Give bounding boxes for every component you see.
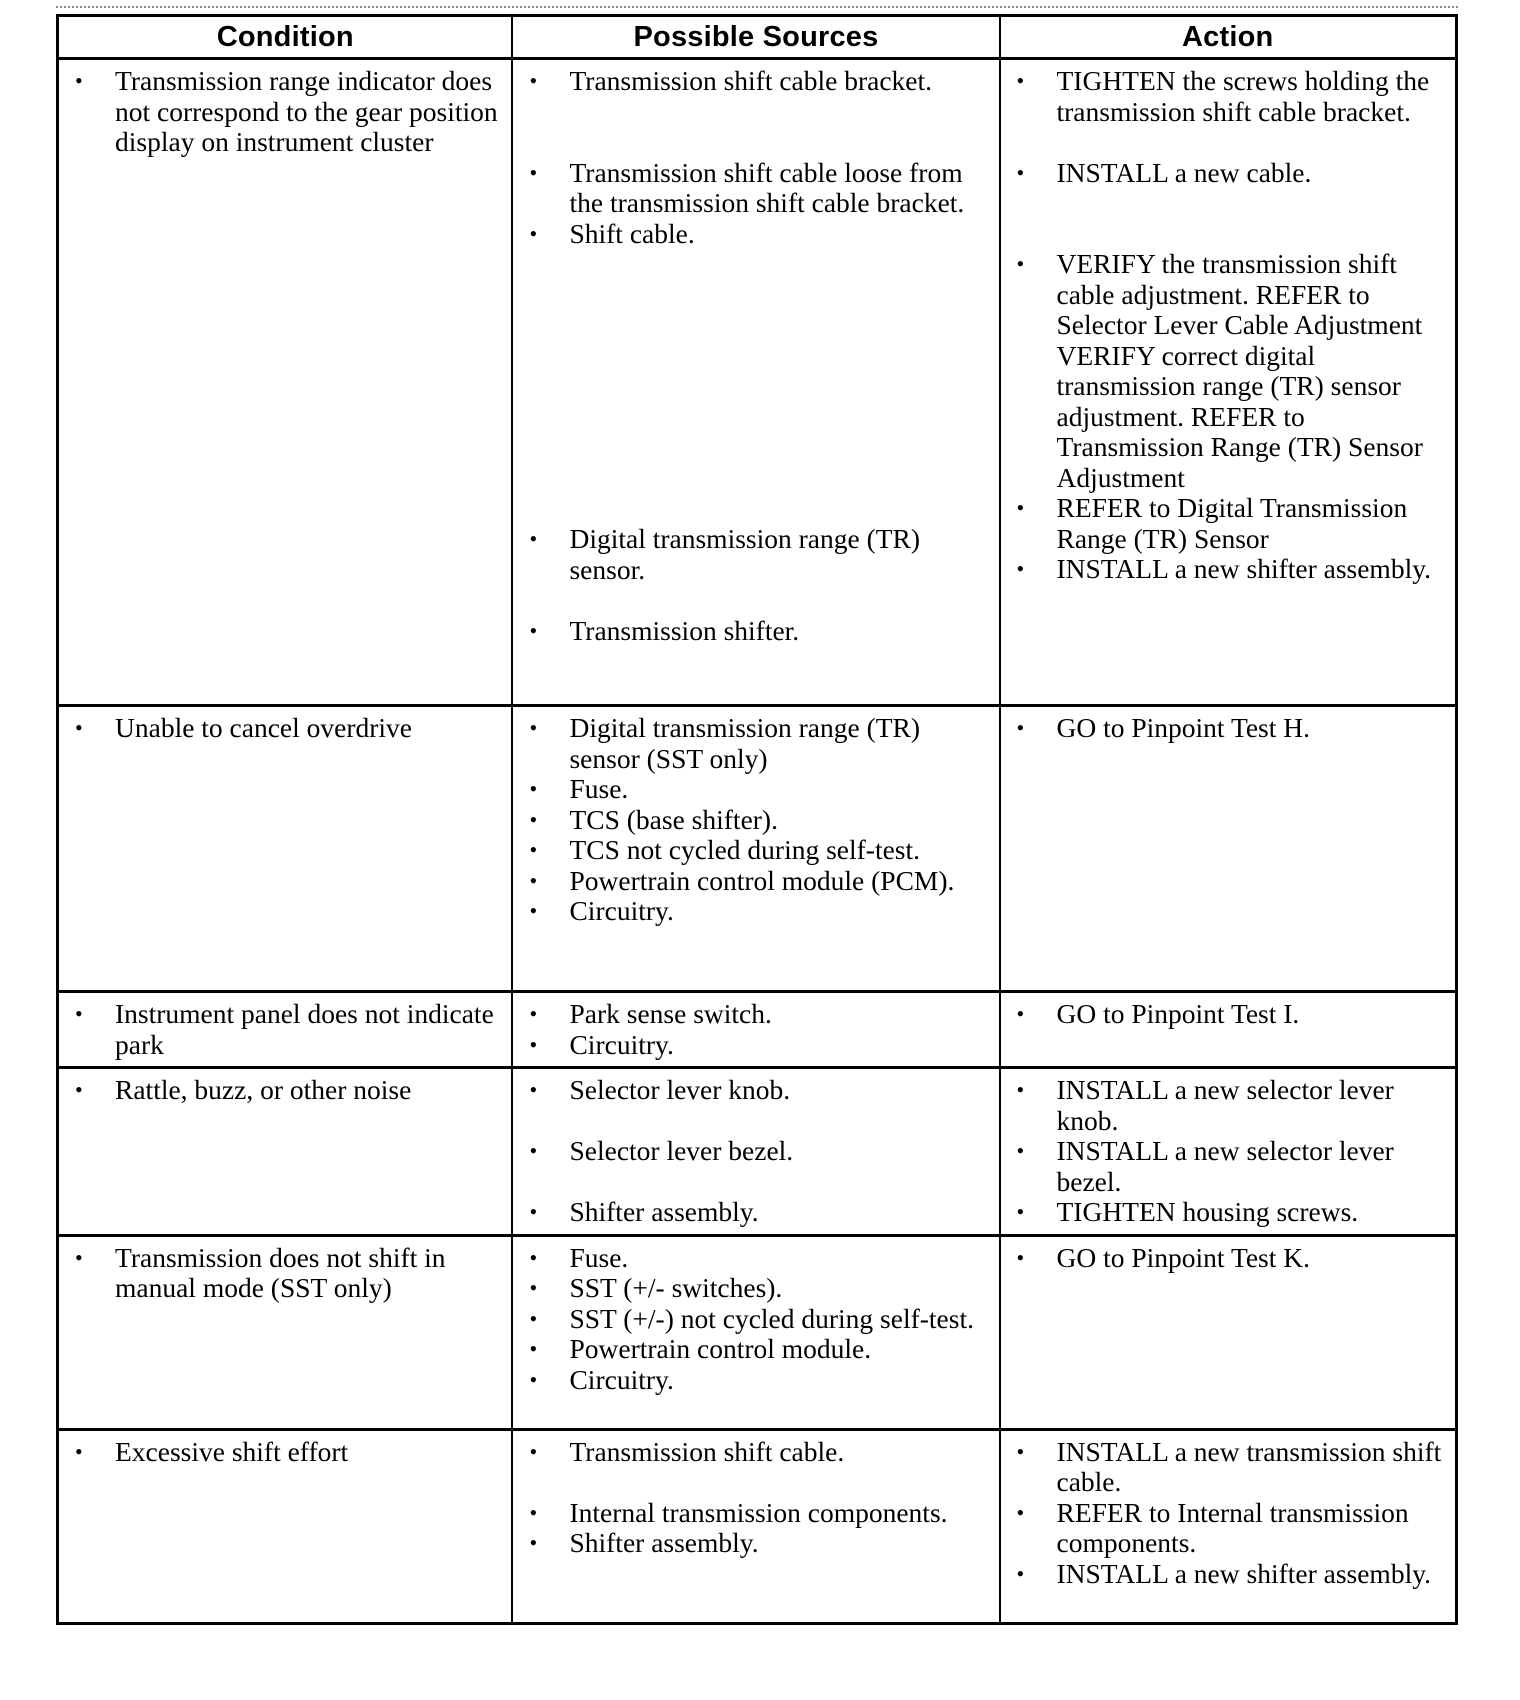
source-item: • Circuitry. xyxy=(521,896,990,927)
sources-cell xyxy=(512,1068,999,1236)
source-item: • Shifter assembly. xyxy=(521,1197,990,1228)
action-item: • GO to Pinpoint Test K. xyxy=(1009,1243,1448,1274)
action-item: • INSTALL a new cable. xyxy=(1009,158,1448,189)
sources-cell xyxy=(512,1429,999,1623)
action-cell xyxy=(1000,1429,1457,1623)
sources-cell xyxy=(512,992,999,1068)
condition-item: • Unable to cancel overdrive xyxy=(67,713,503,744)
header-action: Action xyxy=(1000,16,1457,59)
table-row xyxy=(58,1429,1457,1623)
condition-item: • Instrument panel does not indicate park xyxy=(67,999,503,1060)
action-cell xyxy=(1000,59,1457,706)
source-item: • Selector lever knob. xyxy=(521,1075,990,1106)
action-item: • INSTALL a new transmission shift cable. xyxy=(1009,1437,1448,1498)
action-item: • VERIFY the transmission shift cable adjustment. REFER to Selector Lever Cable Adjustment VERIFY correct digital transmission range (TR) sensor adjustment. REFER to Transmission Range (TR) Sensor Adjustment xyxy=(1009,249,1448,493)
table-row xyxy=(58,992,1457,1068)
action-item: • TIGHTEN the screws holding the transmission shift cable bracket. xyxy=(1009,66,1448,127)
diagnosis-table xyxy=(56,14,1458,1625)
condition-item: • Rattle, buzz, or other noise xyxy=(67,1075,503,1106)
source-item: • Fuse. xyxy=(521,774,990,805)
source-item: • Powertrain control module. xyxy=(521,1334,990,1365)
condition-cell xyxy=(58,706,513,992)
header-row xyxy=(58,16,1457,59)
action-item: • INSTALL a new selector lever knob. xyxy=(1009,1075,1448,1136)
condition-item: • Excessive shift effort xyxy=(67,1437,503,1468)
header-condition: Condition xyxy=(58,16,513,59)
sources-cell xyxy=(512,1235,999,1429)
source-item: • TCS not cycled during self-test. xyxy=(521,835,990,866)
action-item: • TIGHTEN housing screws. xyxy=(1009,1197,1448,1228)
action-item: • INSTALL a new shifter assembly. xyxy=(1009,1559,1448,1590)
action-cell xyxy=(1000,1235,1457,1429)
source-item: • SST (+/- switches). xyxy=(521,1273,990,1304)
condition-cell xyxy=(58,59,513,706)
source-item: • Internal transmission components. xyxy=(521,1498,990,1529)
source-item: • Transmission shift cable. xyxy=(521,1437,990,1468)
condition-cell xyxy=(58,1235,513,1429)
table-row xyxy=(58,706,1457,992)
action-item: • REFER to Internal transmission components. xyxy=(1009,1498,1448,1559)
source-item: • Powertrain control module (PCM). xyxy=(521,866,990,897)
action-cell xyxy=(1000,992,1457,1068)
source-item: • Circuitry. xyxy=(521,1365,990,1396)
table-row xyxy=(58,1235,1457,1429)
source-item: • Shifter assembly. xyxy=(521,1528,990,1559)
action-item: • REFER to Digital Transmission Range (TR) Sensor xyxy=(1009,493,1448,554)
action-item: • GO to Pinpoint Test H. xyxy=(1009,713,1448,744)
source-item: • Selector lever bezel. xyxy=(521,1136,990,1167)
action-cell xyxy=(1000,706,1457,992)
action-item: • INSTALL a new selector lever bezel. xyxy=(1009,1136,1448,1197)
table-row xyxy=(58,1068,1457,1236)
source-item: • TCS (base shifter). xyxy=(521,805,990,836)
sources-cell xyxy=(512,59,999,706)
action-cell xyxy=(1000,1068,1457,1236)
source-item: • Fuse. xyxy=(521,1243,990,1274)
condition-cell xyxy=(58,1429,513,1623)
source-item: • Digital transmission range (TR) sensor. xyxy=(521,524,990,585)
condition-cell xyxy=(58,992,513,1068)
condition-item: • Transmission does not shift in manual mode (SST only) xyxy=(67,1243,503,1304)
source-item: • Transmission shift cable loose from the transmission shift cable bracket. xyxy=(521,158,990,219)
source-item: • Park sense switch. xyxy=(521,999,990,1030)
source-item: • SST (+/-) not cycled during self-test. xyxy=(521,1304,990,1335)
condition-item: • Transmission range indicator does not correspond to the gear position display on instrument cluster xyxy=(67,66,503,158)
source-item: • Transmission shift cable bracket. xyxy=(521,66,990,97)
page-top-rule xyxy=(56,6,1458,8)
sources-cell xyxy=(512,706,999,992)
header-possible-sources: Possible Sources xyxy=(512,16,999,59)
action-item: • GO to Pinpoint Test I. xyxy=(1009,999,1448,1030)
action-item: • INSTALL a new shifter assembly. xyxy=(1009,554,1448,585)
source-item: • Digital transmission range (TR) sensor (SST only) xyxy=(521,713,990,774)
table-row xyxy=(58,59,1457,706)
source-item: • Shift cable. xyxy=(521,219,990,250)
source-item: • Circuitry. xyxy=(521,1030,990,1061)
source-item: • Transmission shifter. xyxy=(521,616,990,647)
condition-cell xyxy=(58,1068,513,1236)
